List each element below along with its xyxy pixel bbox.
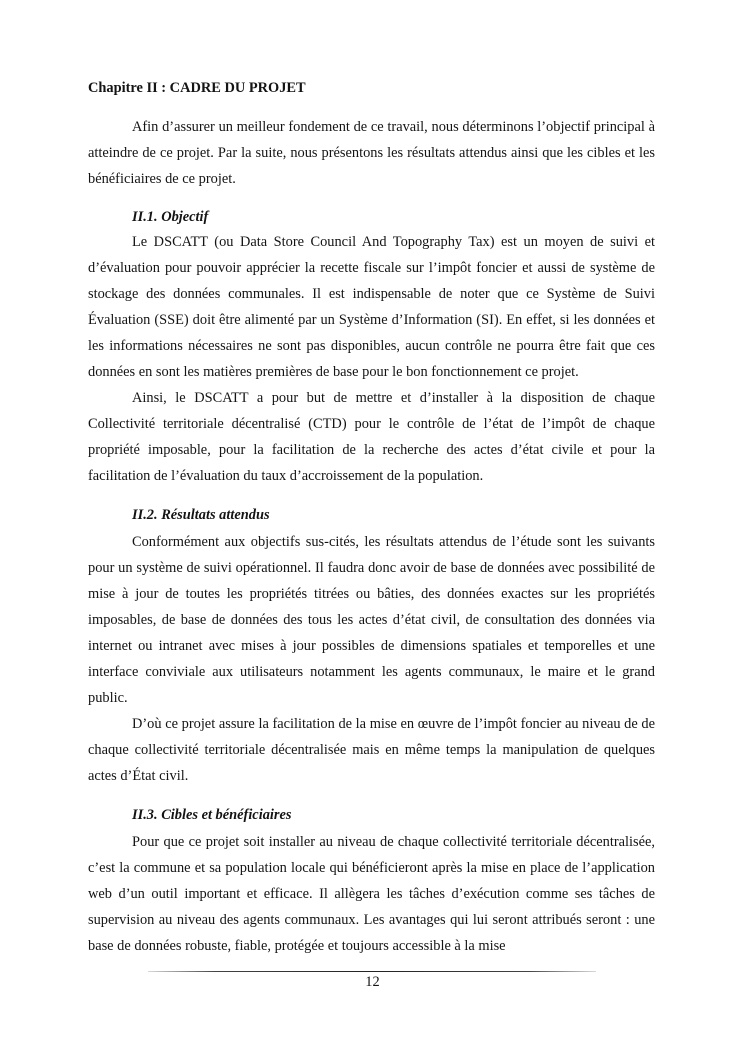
section-heading-cibles: II.3. Cibles et bénéficiaires [132,807,292,823]
objectif-paragraph-2: Ainsi, le DSCATT a pour but de mettre et d’installer à la disposition de chaque Collectivité territoriale décentralisé (CTD) pour le contrôle de l’état de l’impôt de chaque propriété imposable, pour la facilitation de la recherche des actes d’état civile et pour la facilitation de l’évaluation du taux d’accroissement de la population. [88,390,655,484]
section-heading-resultats: II.2. Résultats attendus [132,507,270,523]
section-heading-objectif: II.1. Objectif [132,209,209,225]
footer-divider [148,971,596,972]
objectif-paragraph-1: Le DSCATT (ou Data Store Council And Topography Tax) est un moyen de suivi et d’évaluation pour pouvoir apprécier la recette fiscale sur l’impôt foncier et aussi de système de stockage des données communales. Il est indispensable de noter que ce Système de Suivi Évaluation (SSE) doit être alimenté par un Système d’Information (SI). En effet, si les données et les informations nécessaires ne sont pas disponibles, aucun contrôle ne pourra être fait que ces données en sont les matières premières de base pour le bon fonctionnement ce projet. [88,234,655,380]
chapter-title: Chapitre II : CADRE DU PROJET [88,80,306,96]
intro-paragraph: Afin d’assurer un meilleur fondement de ce travail, nous déterminons l’objectif principal à atteindre de ce projet. Par la suite, nous présentons les résultats attendus ainsi que les cibles et les bénéficiaires de ce projet. [88,119,655,187]
resultats-paragraph-2: D’où ce projet assure la facilitation de la mise en œuvre de l’impôt foncier au niveau de de chaque collectivité territoriale décentralisée mais en même temps la manipulation de quelques actes d’État civil. [88,716,655,784]
cibles-paragraph-1: Pour que ce projet soit installer au niveau de chaque collectivité territoriale décentralisée, c’est la commune et sa population locale qui bénéficieront après la mise en place de l’application web d’un outil important et efficace. Il allègera les tâches d’exécution comme ses tâches de supervision au niveau des agents communaux. Les avantages qui lui seront attribués seront : une base de données robuste, fiable, protégée et toujours accessible à la mise [88,834,655,954]
resultats-paragraph-1: Conformément aux objectifs sus-cités, les résultats attendus de l’étude sont les suivants pour un système de suivi opérationnel. Il faudra donc avoir de base de données avec possibilité de mise à jour de toutes les propriétés titrées ou bâties, des données exactes sur les propriétés imposables, de base de données des tous les actes d’état civil, de consultation des données via internet ou intranet avec mises à jour possibles de dimensions spatiales et temporelles et une interface conviviale aux utilisateurs notamment les agents communaux, le maire et le grand public. [88,534,655,706]
page-number: 12 [365,974,380,990]
